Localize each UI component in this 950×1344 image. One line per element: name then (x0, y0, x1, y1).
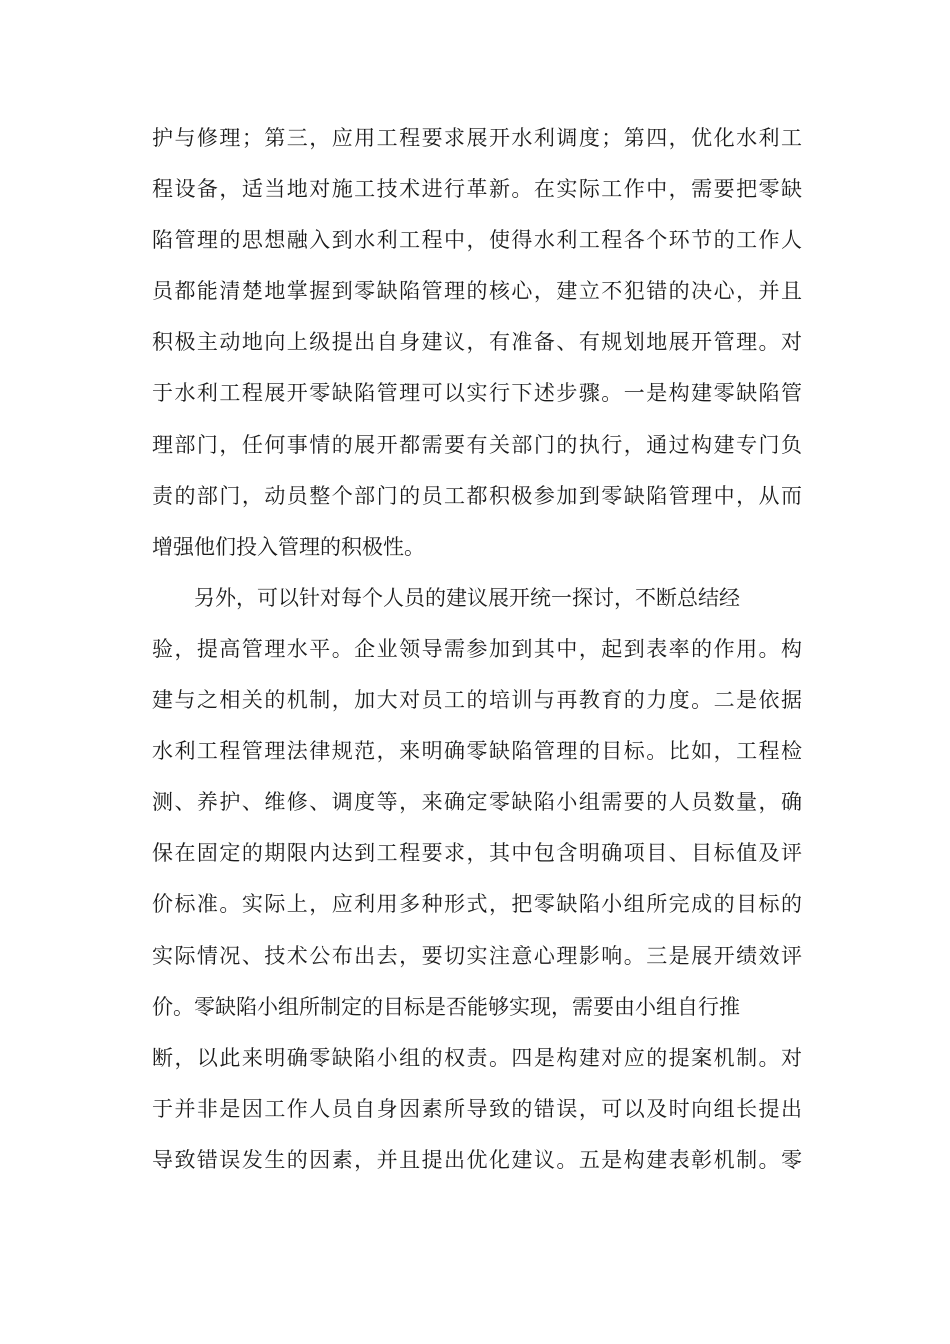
text-line: 理部门，任何事情的展开都需要有关部门的执行，通过构建专门负 (152, 432, 802, 457)
text-line: 陷管理的思想融入到水利工程中，使得水利工程各个环节的工作人 (152, 228, 802, 253)
text-line: 增强他们投入管理的积极性。 (152, 534, 425, 559)
text-line: 于水利工程展开零缺陷管理可以实行下述步骤。一是构建零缺陷管 (152, 381, 802, 406)
text-line: 程设备，适当地对施工技术进行革新。在实际工作中，需要把零缺 (152, 177, 802, 202)
text-line: 保在固定的期限内达到工程要求，其中包含明确项目、目标值及评 (152, 841, 802, 866)
text-line: 实际情况、技术公布出去，要切实注意心理影响。三是展开绩效评 (152, 943, 802, 968)
text-line: 验，提高管理水平。企业领导需参加到其中，起到表率的作用。构 (152, 636, 802, 661)
text-line: 水利工程管理法律规范，来明确零缺陷管理的目标。比如，工程检 (152, 739, 802, 764)
body-text (152, 118, 802, 1191)
text-line: 断，以此来明确零缺陷小组的权责。四是构建对应的提案机制。对 (152, 1045, 802, 1070)
text-line: 积极主动地向上级提出自身建议，有准备、有规划地展开管理。对 (152, 330, 802, 355)
text-line: 护与修理；第三，应用工程要求展开水利调度；第四，优化水利工 (152, 126, 802, 150)
text-line: 测、养护、维修、调度等，来确定零缺陷小组需要的人员数量，确 (152, 790, 802, 815)
text-line: 员都能清楚地掌握到零缺陷管理的核心，建立不犯错的决心，并且 (152, 279, 802, 304)
paragraph-2 (152, 578, 802, 1191)
text-line: 于并非是因工作人员自身因素所导致的错误，可以及时向组长提出 (152, 1096, 802, 1121)
text-line: 责的部门，动员整个部门的员工都积极参加到零缺陷管理中，从而 (152, 483, 802, 508)
text-line: 建与之相关的机制，加大对员工的培训与再教育的力度。二是依据 (152, 688, 802, 713)
text-line: 导致错误发生的因素，并且提出优化建议。五是构建表彰机制。零 (152, 1147, 802, 1172)
text-line: 价标准。实际上，应利用多种形式，把零缺陷小组所完成的目标的 (152, 892, 802, 917)
paragraph-1 (152, 118, 802, 578)
text-line: 价。零缺陷小组所制定的目标是否能够实现，需要由小组自行推 (152, 994, 740, 1019)
text-line: 另外，可以针对每个人员的建议展开统一探讨，不断总结经 (194, 585, 740, 610)
